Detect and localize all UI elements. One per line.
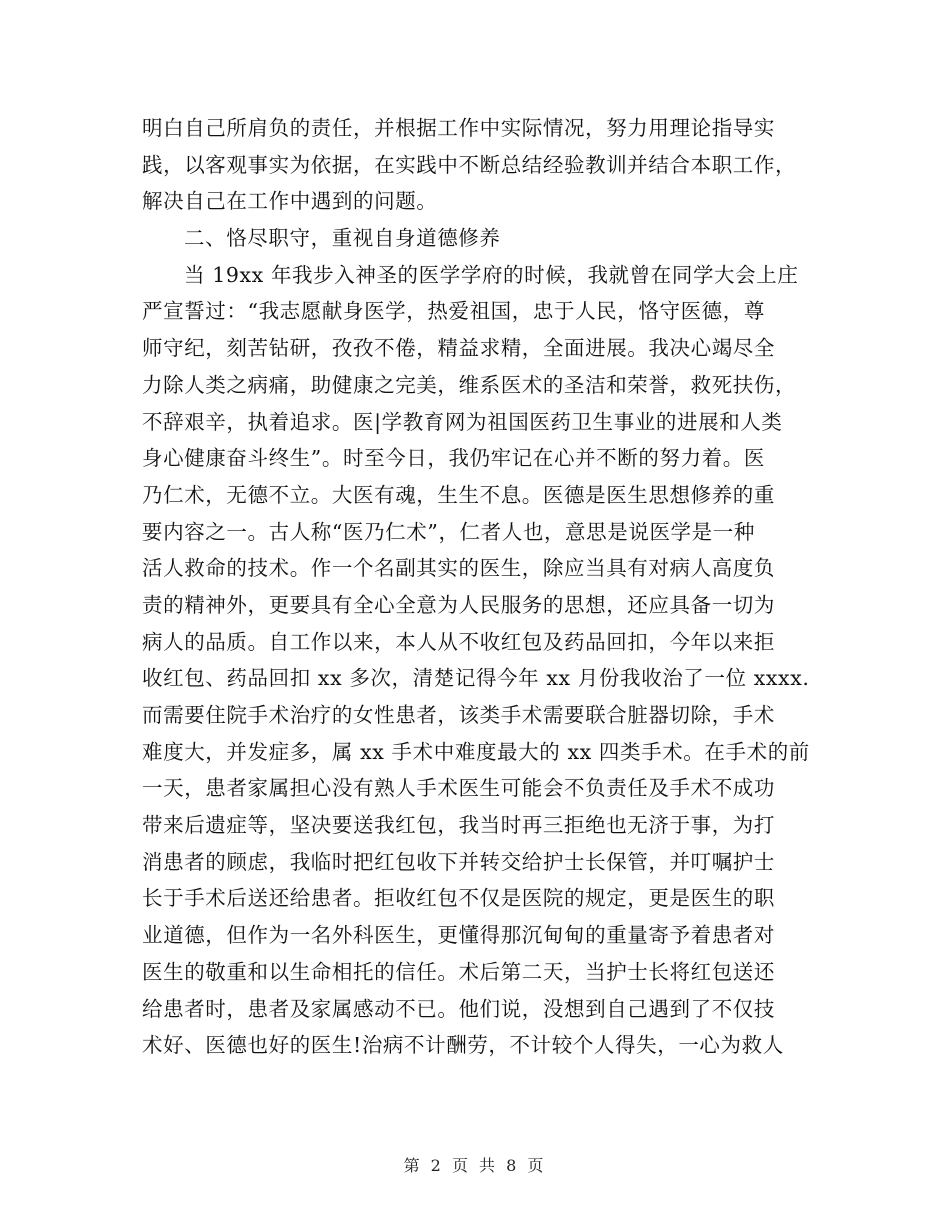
- body-text: [142, 110, 822, 1064]
- text-line: 医生的敬重和以生命相托的信任。术后第二天，当护士长将红包送还: [142, 959, 775, 984]
- text-line: 长于手术后送还给患者。拒收红包不仅是医院的规定，更是医生的职: [142, 886, 775, 911]
- text-line: 活人救命的技术。作一个名副其实的医生，除应当具有对病人高度负: [142, 556, 775, 581]
- text-line: 解决自己在工作中遇到的问题。: [142, 189, 438, 214]
- text-line: 带来后遗症等，坚决要送我红包，我当时再三拒绝也无济于事，为打: [142, 813, 775, 838]
- text-line: 责的精神外，更要具有全心全意为人民服务的思想，还应具备一切为: [142, 592, 775, 617]
- text-line: 病人的品质。自工作以来，本人从不收红包及药品回扣，今年以来拒: [142, 629, 775, 654]
- text-line: 收红包、药品回扣 xx 多次，清楚记得今年 xx 月份我收治了一位 xxxx.: [142, 666, 810, 691]
- text-line: 严宣誓过：“我志愿献身医学，热爱祖国，忠于人民，恪守医德，尊: [142, 299, 765, 324]
- text-line: 当 19xx 年我步入神圣的医学学府的时候，我就曾在同学大会上庄: [184, 262, 799, 287]
- text-line: 消患者的顾虑，我临时把红包收下并转交给护士长保管，并叮嘱护士: [142, 849, 775, 874]
- text-line: 乃仁术，无德不立。大医有魂，生生不息。医德是医生思想修养的重: [142, 482, 775, 507]
- text-line: 给患者时，患者及家属感动不已。他们说，没想到自己遇到了不仅技: [142, 996, 775, 1021]
- text-line: 践，以客观事实为依据，在实践中不断总结经验教训并结合本职工作，: [142, 152, 797, 177]
- text-line: 师守纪，刻苦钻研，孜孜不倦，精益求精，全面进展。我决心竭尽全: [142, 336, 775, 361]
- section-heading: 二、恪尽职守，重视自身道德修养: [184, 226, 501, 251]
- page-number-footer: 第 2 页 共 8 页: [403, 1156, 547, 1175]
- text-line: 身心健康奋斗终生”。时至今日，我仍牢记在心并不断的努力着。医: [142, 446, 765, 471]
- text-line: 要内容之一。古人称“医乃仁术”，仁者人也，意思是说医学是一种: [142, 519, 755, 544]
- text-line: 难度大，并发症多，属 xx 手术中难度最大的 xx 四类手术。在手术的前: [142, 739, 810, 764]
- text-line: 力除人类之病痛，助健康之完美，维系医术的圣洁和荣誉，救死扶伤，: [142, 372, 797, 397]
- text-line: 明白自己所肩负的责任，并根据工作中实际情况，努力用理论指导实: [142, 116, 775, 140]
- text-line: 而需要住院手术治疗的女性患者，该类手术需要联合脏器切除，手术: [142, 703, 775, 727]
- text-line: 一天，患者家属担心没有熟人手术医生可能会不负责任及手术不成功: [142, 776, 775, 801]
- text-line: 术好、医德也好的医生!治病不计酬劳，不计较个人得失，一心为救人: [142, 1033, 784, 1058]
- text-line: 业道德，但作为一名外科医生，更懂得那沉甸甸的重量寄予着患者对: [142, 923, 775, 948]
- text-line: 不辞艰辛，执着追求。医|学教育网为祖国医药卫生事业的进展和人类: [142, 409, 783, 434]
